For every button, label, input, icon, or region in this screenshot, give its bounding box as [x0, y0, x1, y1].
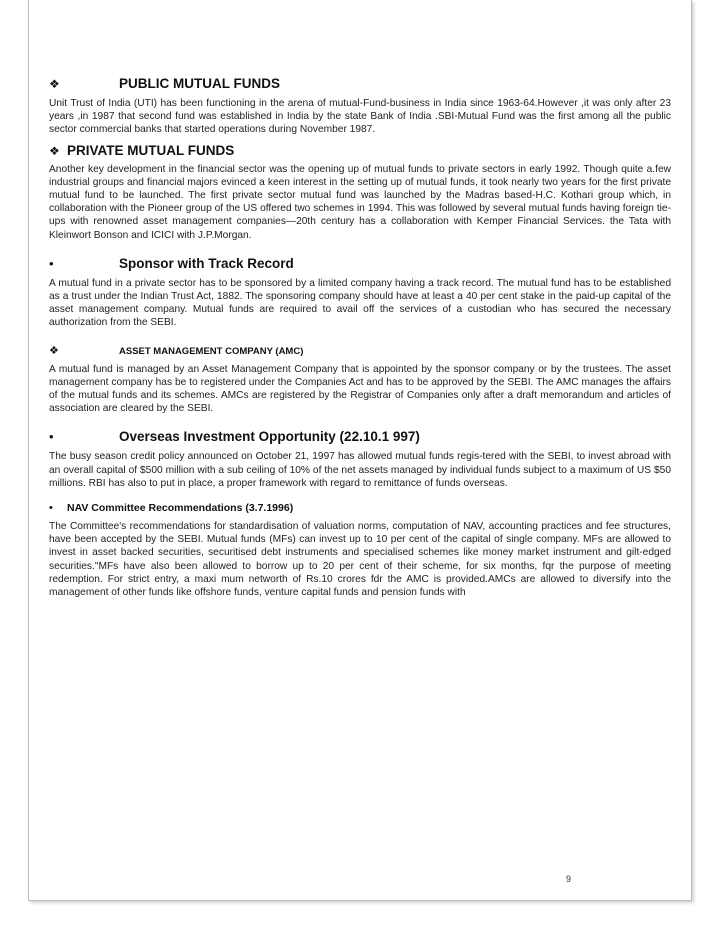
heading-text: NAV Committee Recommendations (3.7.1996) [67, 502, 294, 515]
section-heading-private-mutual-funds [49, 143, 671, 158]
page-number: 9 [565, 874, 571, 884]
section-body-public-mutual-funds: Unit Trust of India (UTI) has been functioning in the arena of mutual-Fund-business in India since 1963-64.However ,it was only after 23 years ,in 1987 that second fund was established in India by the state Bank of India .SBI-Mutual Fund was the first among all the public sector commercial banks that started operations during November 1987. [49, 98, 671, 136]
heading-text: Overseas Investment Opportunity (22.10.1 997) [119, 429, 420, 445]
heading-text: Sponsor with Track Record [119, 255, 294, 271]
bullet-icon: • [49, 255, 54, 271]
section-heading-nav-committee [49, 502, 671, 514]
diamond-bullet-icon: ❖ [49, 143, 60, 158]
heading-text: PRIVATE MUTUAL FUNDS [67, 142, 235, 158]
section-heading-public-mutual-funds [49, 76, 671, 91]
document-page [28, 0, 692, 901]
section-body-amc: A mutual fund is managed by an Asset Management Company that is appointed by the sponsor company or by the trustees. The asset management company has be to registered under the Companies Act and has to be approved by the SEBI. The AMC manages the affairs of the mutual funds and its schemes. AMCs are registered by the Registrar of Companies only after a draft memorandum and articles of association are cleared by the SEBI. [49, 363, 671, 415]
section-body-private-mutual-funds: Another key development in the financial sector was the opening up of mutual funds to private sectors in early 1992. Though quite a.few industrial groups and financial majors evinced a keen interest in the setting up of mutual funds, it took nearly two years for the first private mutual fund to be launched. The first private sector mutual fund was launched by the Madras based-H.C. Kothari group which, in collaboration with the Pioneer group of the US offered two schemes in 1994. This was followed by several mutual funds having foreign tie-ups with renowned asset management companies—20th century has a collaboration with Kemper Financial Services. the Tata with Kleinwort Bonson and ICICI with J.P.Morgan. [49, 163, 671, 241]
section-body-overseas-investment: The busy season credit policy announced on October 21, 1997 has allowed mutual funds regis-tered with the SEBI, to invest abroad with an overall capital of $500 million with a sub ceiling of 10% of the net assets managed by individual funds subject to a maximum of US $50 millions. RBI has also to put in place, a proper framework with regard to remittance of funds overseas. [49, 451, 671, 489]
bullet-icon: • [49, 429, 54, 445]
section-heading-sponsor [49, 256, 671, 271]
diamond-bullet-icon: ❖ [49, 344, 59, 357]
section-heading-overseas-investment [49, 429, 671, 444]
bullet-icon: • [49, 502, 53, 515]
section-body-sponsor: A mutual fund in a private sector has to be sponsored by a limited company having a track record. The mutual fund has to be established as a trust under the Indian Trust Act, 1882. The sponsoring company should have at least a 40 per cent stake in the paid-up capital of the asset management company. Mutual funds are required to avail off the services of a custodian who has secured the necessary authorization from the SEBI. [49, 277, 671, 329]
heading-text: PUBLIC MUTUAL FUNDS [119, 76, 280, 91]
section-body-nav-committee: The Committee's recommendations for standardisation of valuation norms, computation of NAV, accounting practices and fee structures, have been accepted by the SEBI. Mutual funds (MFs) can invest up to 10 per cent of the capital of single company. MFs are allowed to invest in asset backed securities, securitised debt instruments and specialised schemes like money market instrument and gilt-edged securities."MFs have also been allowed to borrow up to 20 per cent of their scheme, for six months, fqr the purpose of meeting redemption. For strict entry, a maxi mum networth of Rs.10 crores fdr the AMC is provided.AMCs are allowed to diversify into the management of other funds like offshore funds, venture capital funds and pension funds with [49, 521, 671, 599]
diamond-bullet-icon: ❖ [49, 77, 60, 91]
page-content [49, 68, 671, 599]
section-heading-amc [49, 344, 671, 357]
heading-text: ASSET MANAGEMENT COMPANY (AMC) [119, 345, 304, 357]
